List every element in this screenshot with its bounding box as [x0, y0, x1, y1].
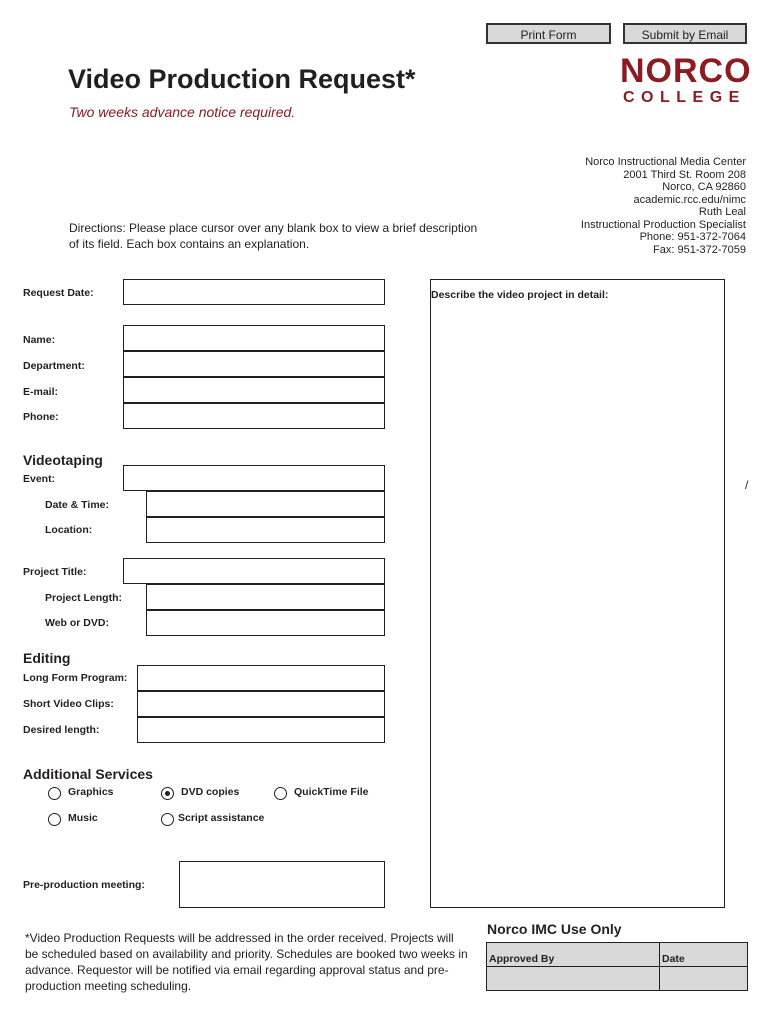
imc-use-only-title: Norco IMC Use Only	[487, 921, 622, 937]
approved-by-value-cell[interactable]	[487, 967, 660, 991]
footnote-text: *Video Production Requests will be addressed in the order received. Projects will be scheduled based on availability and priority. Schedules are booked two weeks in advance. Requestor will be notified via email regarding approval status and pre-production meeting scheduling.	[25, 931, 468, 993]
event-label: Event:	[23, 473, 56, 485]
contact-line: 2001 Third St. Room 208	[623, 168, 746, 181]
event-input[interactable]	[123, 465, 385, 491]
department-input[interactable]	[123, 351, 385, 377]
request-date-label: Request Date:	[23, 287, 94, 299]
location-input[interactable]	[146, 517, 385, 543]
contact-line: Norco Instructional Media Center	[585, 156, 746, 168]
contact-line: academic.rcc.edu/nimc	[633, 193, 746, 206]
location-label: Location:	[45, 524, 93, 536]
print-form-button[interactable]: Print Form	[486, 23, 611, 44]
music-radio[interactable]	[48, 813, 61, 826]
contact-line: Phone: 951-372-7064	[639, 231, 746, 243]
contact-line: Instructional Production Specialist	[580, 218, 746, 231]
long-form-input[interactable]	[137, 665, 385, 691]
desired-length-input[interactable]	[137, 717, 385, 743]
videotaping-heading: Videotaping	[23, 452, 103, 468]
department-label: Department:	[23, 360, 85, 372]
describe-label: Describe the video project in detail:	[431, 289, 609, 301]
approved-by-label: Approved By	[489, 953, 555, 965]
quicktime-file-label: QuickTime File	[294, 786, 369, 798]
page-title: Video Production Request*	[68, 64, 416, 94]
short-clips-input[interactable]	[137, 691, 385, 717]
long-form-label: Long Form Program:	[23, 672, 128, 684]
date-time-label: Date & Time:	[45, 499, 109, 511]
preproduction-input[interactable]	[179, 861, 385, 908]
desired-length-label: Desired length:	[23, 724, 100, 736]
email-label: E-mail:	[23, 386, 59, 398]
dvd-copies-radio[interactable]	[161, 787, 174, 800]
submit-by-email-button[interactable]: Submit by Email	[623, 23, 747, 44]
college-logo: COLLEGE	[623, 89, 746, 106]
graphics-label: Graphics	[68, 786, 114, 798]
short-clips-label: Short Video Clips:	[23, 698, 114, 710]
radio-selected-dot	[165, 791, 170, 796]
preproduction-label: Pre-production meeting:	[23, 879, 145, 891]
graphics-radio[interactable]	[48, 787, 61, 800]
phone-input[interactable]	[123, 403, 385, 429]
date-cell	[660, 943, 748, 967]
norco-logo: NORCO	[620, 52, 752, 90]
date-time-input[interactable]	[146, 491, 385, 517]
contact-line: Ruth Leal	[698, 206, 746, 218]
side-mark: /	[745, 478, 749, 492]
phone-label: Phone:	[23, 411, 59, 423]
request-date-input[interactable]	[123, 279, 385, 305]
project-length-label: Project Length:	[45, 592, 123, 604]
web-dvd-label: Web or DVD:	[45, 617, 109, 629]
project-title-label: Project Title:	[23, 566, 87, 578]
contact-line: Norco, CA 92860	[662, 181, 746, 193]
script-assistance-label: Script assistance	[178, 812, 265, 824]
script-assistance-radio[interactable]	[161, 813, 174, 826]
date-value-cell[interactable]	[660, 967, 748, 991]
contact-line: Fax: 951-372-7059	[653, 243, 746, 256]
page-subtitle: Two weeks advance notice required.	[69, 104, 296, 120]
music-label: Music	[68, 812, 98, 824]
contact-info	[496, 156, 746, 256]
quicktime-file-radio[interactable]	[274, 787, 287, 800]
directions-text: Directions: Please place cursor over any blank box to view a brief description of its field. Each box contains an explanation.	[69, 221, 478, 251]
dvd-copies-label: DVD copies	[181, 786, 240, 798]
imc-approval-table	[486, 942, 748, 991]
additional-services-heading: Additional Services	[23, 766, 153, 782]
name-input[interactable]	[123, 325, 385, 351]
editing-heading: Editing	[23, 650, 71, 666]
date-label: Date	[662, 953, 685, 965]
approved-by-cell	[487, 943, 660, 967]
email-input[interactable]	[123, 377, 385, 403]
name-label: Name:	[23, 334, 56, 346]
project-title-input[interactable]	[123, 558, 385, 584]
project-description-textarea[interactable]	[430, 279, 725, 908]
project-length-input[interactable]	[146, 584, 385, 610]
web-dvd-input[interactable]	[146, 610, 385, 636]
